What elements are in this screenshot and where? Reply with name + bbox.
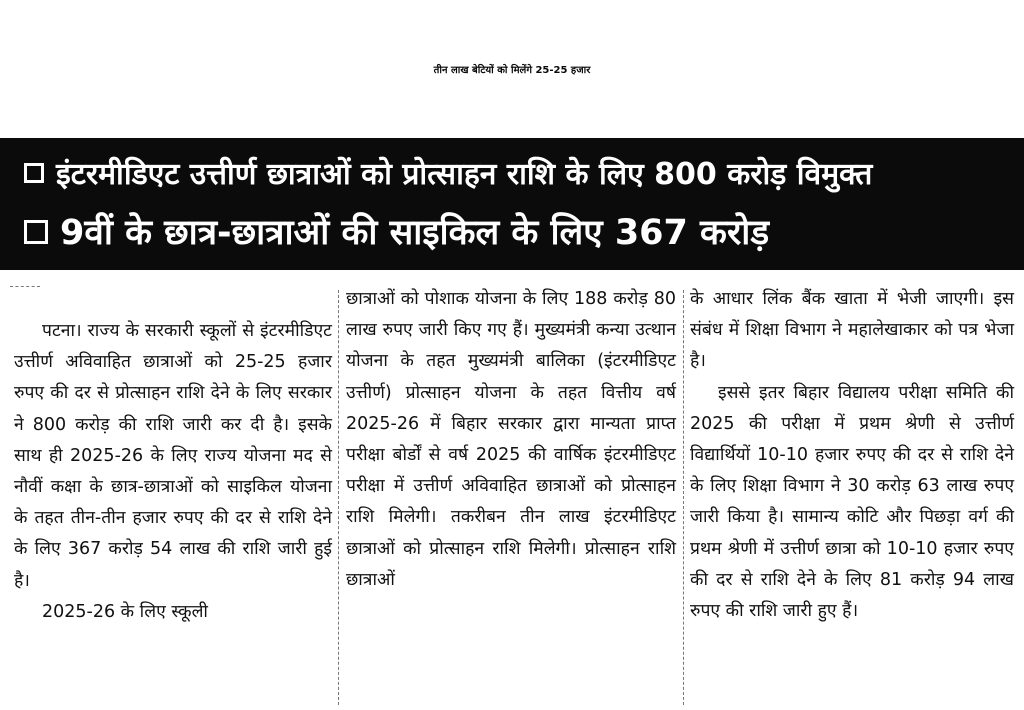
square-bullet-icon [24,163,44,183]
subheadline-band [0,138,1024,270]
subheadline-1 [24,152,872,193]
article-column-1 [14,284,332,704]
paragraph: पटना। राज्य के सरकारी स्कूलों से इंटरमीडिएट उत्तीर्ण अविवाहित छात्राओं को 25-25 हजार रुपए की दर से प्रोत्साहन राशि देने के लिए सरकार ने 800 करोड़ की राशि जारी कर दी है। इसके साथ ही 2025-26 के लिए राज्य योजना मद से नौवीं कक्षा के छात्र-छात्राओं को साइकिल योजना के तहत तीन-तीन हजार रुपए की दर से राशि देने के लिए 367 करोड़ 54 लाख की राशि जारी हुई है। [14,321,332,591]
paragraph: 2025-26 के लिए स्कूली [42,601,208,622]
article-column-3 [690,284,1014,704]
headline: तीन लाख बेटियों को मिलेंगे 25-25 हजार [433,65,591,76]
article-column-2 [346,284,676,704]
subheadline-1-text: इंटरमीडिएट उत्तीर्ण छात्राओं को प्रोत्साहन राशि के लिए 800 करोड़ विमुक्त [56,157,873,192]
square-bullet-icon [24,220,48,244]
paragraph: इससे इतर बिहार विद्यालय परीक्षा समिति की 2025 की परीक्षा में प्रथम श्रेणी से उत्तीर्ण विद्यार्थियों 10-10 हजार रुपए की दर से राशि देने के लिए शिक्षा विभाग ने 30 करोड़ 63 लाख रुपए जारी किया है। सामान्य कोटि और पिछड़ा वर्ग की प्रथम श्रेणी में उत्तीर्ण छात्रा को 10-10 हजार रुपए की दर से राशि देने के लिए 81 करोड़ 94 लाख रुपए की राशि जारी हुए हैं। [690,382,1014,622]
subheadline-2 [24,208,769,255]
paragraph: के आधार लिंक बैंक खाता में भेजी जाएगी। इस संबंध में शिक्षा विभाग ने महालेखाकार को पत्र भेजा है। [690,289,1014,372]
column-divider [338,290,339,705]
column-divider [683,290,684,705]
paragraph: छात्राओं को पोशाक योजना के लिए 188 करोड़ 80 लाख रुपए जारी किए गए हैं। मुख्यमंत्री कन्या उत्थान योजना के तहत मुख्यमंत्री बालिका (इंटरमीडिएट उत्तीर्ण) प्रोत्साहन योजना के तहत वित्तीय वर्ष 2025-26 में बिहार सरकार द्वारा मान्यता प्राप्त परीक्षा बोर्डों से वर्ष 2025 की वार्षिक इंटरमीडिएट परीक्षा में उत्तीर्ण अविवाहित छात्राओं को प्रोत्साहन राशि मिलेगी। तकरीबन तीन लाख इंटरमीडिएट छात्राओं को प्रोत्साहन राशि मिलेगी। प्रोत्साहन राशि छात्राओं [346,289,676,590]
subheadline-2-text: 9वीं के छात्र-छात्राओं की साइकिल के लिए 367 करोड़ [60,213,770,253]
